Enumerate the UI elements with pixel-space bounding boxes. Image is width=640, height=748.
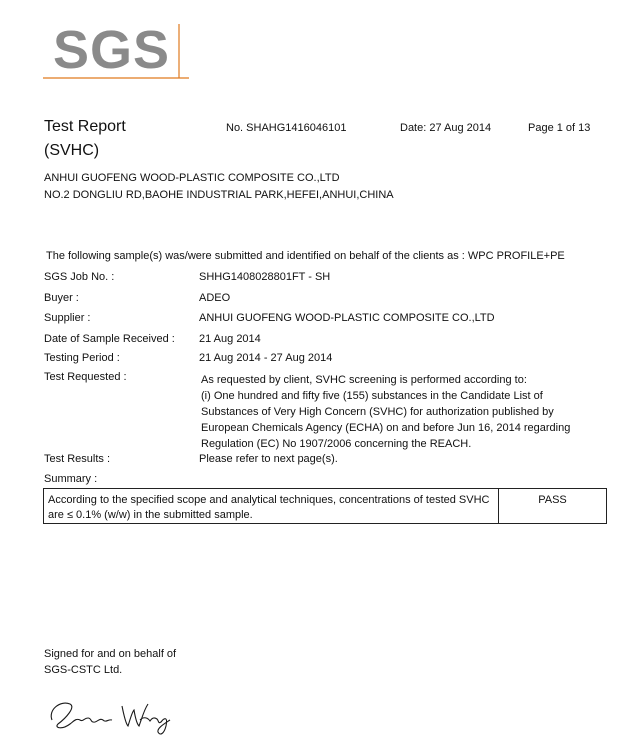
signed-for-text: Signed for and on behalf of bbox=[44, 648, 177, 660]
buyer-label: Buyer : bbox=[44, 292, 79, 304]
summary-table bbox=[43, 488, 607, 524]
period-label: Testing Period : bbox=[44, 352, 120, 364]
requested-line: European Chemicals Agency (ECHA) on and before Jun 16, 2014 regarding bbox=[201, 422, 571, 434]
period-value: 21 Aug 2014 - 27 Aug 2014 bbox=[199, 352, 333, 364]
report-title: Test Report bbox=[44, 118, 126, 135]
company-name: ANHUI GUOFENG WOOD-PLASTIC COMPOSITE CO.,LTD bbox=[44, 172, 340, 184]
supplier-value: ANHUI GUOFENG WOOD-PLASTIC COMPOSITE CO.,LTD bbox=[199, 312, 495, 324]
requested-line: Regulation (EC) No 1907/2006 concerning the REACH. bbox=[201, 438, 472, 450]
received-label: Date of Sample Received : bbox=[44, 333, 175, 345]
job-no-value: SHHG1408028801FT - SH bbox=[199, 271, 331, 283]
company-address: NO.2 DONGLIU RD,BAOHE INDUSTRIAL PARK,HEFEI,ANHUI,CHINA bbox=[44, 189, 394, 201]
handwritten-signature bbox=[40, 690, 190, 740]
intro-text: The following sample(s) was/were submitted and identified on behalf of the clients as : WPC PROFILE+PE bbox=[46, 250, 565, 262]
received-value: 21 Aug 2014 bbox=[199, 333, 261, 345]
job-no-label: SGS Job No. : bbox=[44, 271, 115, 283]
requested-text bbox=[201, 372, 601, 452]
signed-company-text: SGS-CSTC Ltd. bbox=[44, 664, 123, 676]
report-date: Date: 27 Aug 2014 bbox=[400, 122, 492, 134]
requested-line: (i) One hundred and fifty five (155) substances in the Candidate List of bbox=[201, 390, 543, 402]
page-number: Page 1 of 13 bbox=[528, 122, 591, 134]
report-number: No. SHAHG1416046101 bbox=[226, 122, 347, 134]
requested-label: Test Requested : bbox=[44, 371, 127, 383]
sgs-logo bbox=[43, 18, 189, 80]
supplier-label: Supplier : bbox=[44, 312, 91, 324]
report-subtitle: (SVHC) bbox=[44, 142, 100, 159]
summary-text: According to the specified scope and analytical techniques, concentrations of tested SVHC are ≤ 0.1% (w/w) in the submitted sample. bbox=[48, 494, 490, 521]
summary-label: Summary : bbox=[44, 473, 98, 485]
requested-line: As requested by client, SVHC screening is performed according to: bbox=[201, 374, 527, 386]
requested-line: Substances of Very High Concern (SVHC) for authorization published by bbox=[201, 406, 554, 418]
sgs-logo-text: SGS bbox=[53, 20, 171, 80]
summary-result: PASS bbox=[538, 494, 567, 506]
results-value: Please refer to next page(s). bbox=[199, 453, 338, 465]
buyer-value: ADEO bbox=[199, 292, 231, 304]
results-label: Test Results : bbox=[44, 453, 111, 465]
